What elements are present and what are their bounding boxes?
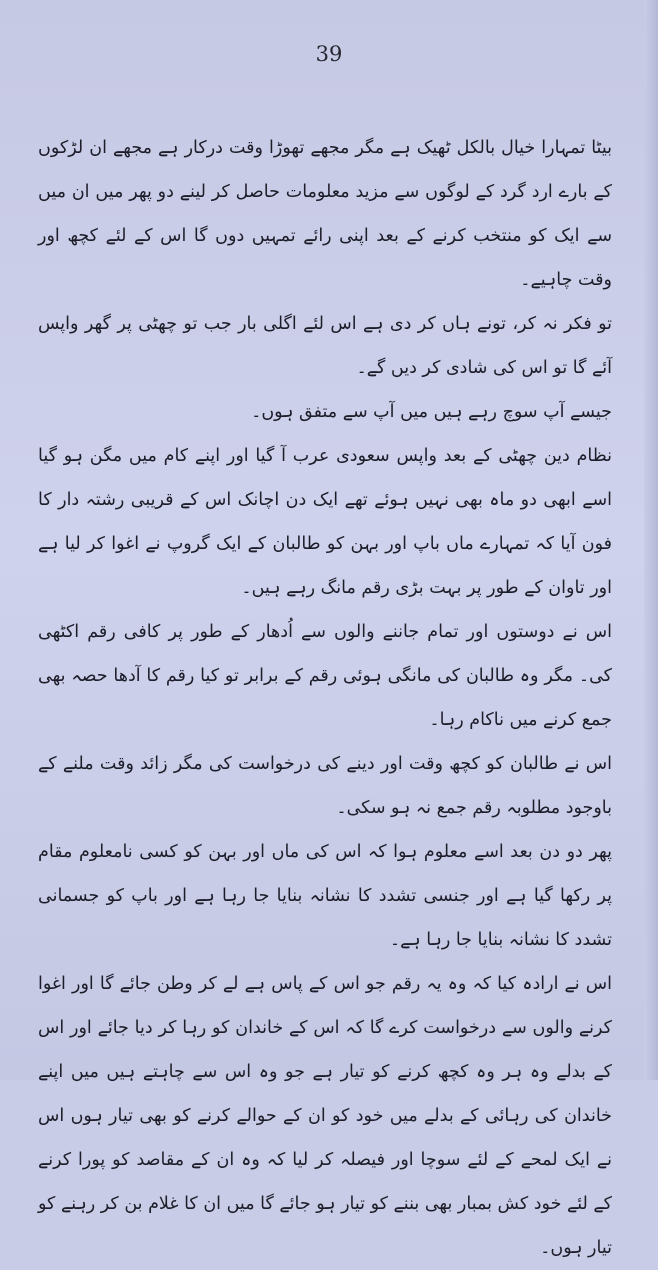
page-gutter (644, 0, 658, 1080)
paragraph-2: تو فکر نہ کر، تونے ہاں کر دی ہے اس لئے اگلی بار جب تو چھٹی پر گھر واپس آئے گا تو اس کی شادی کر دیں گے۔ (38, 314, 612, 378)
page-number: 39 (315, 42, 343, 66)
paragraph-7: پھر دو دن بعد اسے معلوم ہوا کہ اس کی ماں اور بہن کو کسی نامعلوم مقام پر رکھا گیا ہے اور جنسی تشدد کا نشانہ بنایا جا رہا ہے اور باپ کو جسمانی تشدد کا نشانہ بنایا جا رہا ہے۔ (38, 842, 612, 950)
paragraph-5: اس نے دوستوں اور تمام جاننے والوں سے اُدھار کے طور پر کافی رقم اکٹھی کی۔ مگر وہ طالبان کی مانگی ہوئی رقم کے برابر تو کیا رقم کا آدھا حصہ بھی جمع کرنے میں ناکام رہا۔ (38, 622, 612, 730)
paragraph-4: نظام دین چھٹی کے بعد واپس سعودی عرب آ گیا اور اپنے کام میں مگن ہو گیا اسے ابھی دو ماہ بھی نہیں ہوئے تھے ایک دن اچانک اس کے قریبی رشتہ دار کا فون آیا کہ تمہارے ماں باپ اور بہن کو طالبان کے ایک گروپ نے اغوا کر لیا ہے اور تاوان کے طور پر بہت بڑی رقم مانگ رہے ہیں۔ (38, 446, 612, 598)
paragraph-3: جیسے آپ سوچ رہے ہیں میں آپ سے متفق ہوں۔ (251, 402, 612, 422)
body-text (38, 126, 612, 1270)
paragraph-6: اس نے طالبان کو کچھ وقت اور دینے کی درخواست کی مگر زائد وقت ملنے کے باوجود مطلوبہ رقم جمع نہ ہو سکی۔ (38, 754, 612, 818)
paragraph-8: اس نے ارادہ کیا کہ وہ یہ رقم جو اس کے پاس ہے لے کر وطن جائے گا اور اغوا کرنے والوں سے درخواست کرے گا کہ اس کے خاندان کو رہا کر دیا جائے اور اس کے بدلے وہ ہر وہ کچھ کرنے کو تیار ہے جو وہ اس سے چاہتے ہیں میں اپنے خاندان کی رہائی کے بدلے میں خود کو ان کے حوالے کرنے کو بھی تیار ہوں اس نے ایک لمحے کے لئے سوچا اور فیصلہ کر لیا کہ وہ ان کے مقاصد کو پورا کرنے کے لئے خود کش بمبار بھی بننے کو تیار ہو جائے گا میں ان کا غلام بن کر رہنے کو تیار ہوں۔ (38, 974, 612, 1258)
paragraph-1: بیٹا تمہارا خیال بالکل ٹھیک ہے مگر مجھے تھوڑا وقت درکار ہے مجھے ان لڑکوں کے بارے ارد گرد کے لوگوں سے مزید معلومات حاصل کر لینے دو پھر میں ان میں سے ایک کو منتخب کرنے کے بعد اپنی رائے تمہیں دوں گا اس کے لئے کچھ اور وقت چاہیے۔ (38, 138, 612, 290)
